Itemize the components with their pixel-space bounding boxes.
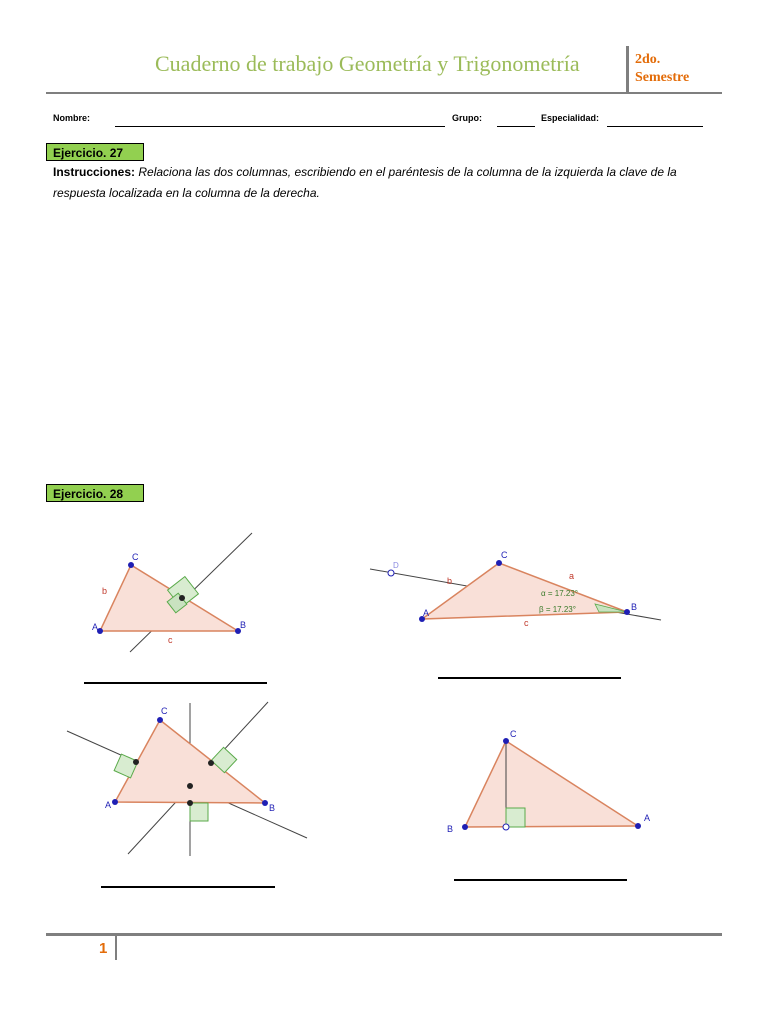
name-label: Nombre:	[53, 113, 91, 123]
answer-line-4[interactable]	[454, 879, 627, 881]
footer-rule	[46, 933, 722, 936]
exercise-28-badge: Ejercicio. 28	[46, 484, 144, 502]
figure-perpendicular-bisectors	[90, 530, 260, 655]
fig2-label-1: C	[501, 550, 508, 560]
fig2-label-3: a	[569, 571, 575, 581]
header-rule	[46, 92, 722, 94]
fig3-label-2: B	[269, 803, 276, 813]
fig4-label-1: B	[447, 824, 454, 834]
page-number: 1	[99, 940, 108, 957]
exercise-27-badge: Ejercicio. 27	[46, 143, 144, 161]
workbook-title: Cuaderno de trabajo Geometría y Trigonometría	[155, 51, 580, 76]
answer-line-2[interactable]	[438, 677, 621, 679]
group-label: Grupo:	[452, 113, 482, 123]
figure-angle-bisector	[365, 548, 665, 628]
answer-line-3[interactable]	[101, 886, 275, 888]
specialty-field[interactable]	[607, 126, 703, 127]
semester-label	[635, 51, 689, 87]
fig1-label-0: C	[132, 552, 139, 562]
semester-line-1: 2do.	[635, 52, 661, 67]
answer-line-1[interactable]	[84, 682, 267, 684]
fig2-label-5: α = 17.23°	[541, 589, 578, 598]
fig2-label-0: D	[393, 561, 399, 570]
fig1-label-2: A	[92, 622, 99, 632]
fig2-label-2: b	[447, 576, 453, 586]
fig2-label-6: β = 17.23°	[539, 605, 576, 614]
fig1-label-3: c	[168, 635, 173, 645]
specialty-label: Especialidad:	[541, 113, 600, 123]
footer-divider	[115, 936, 117, 960]
name-field[interactable]	[115, 126, 445, 127]
fig1-label-4: B	[240, 620, 247, 630]
fig2-label-8: c	[524, 618, 529, 628]
fig3-label-0: C	[161, 706, 168, 716]
instructions-text: Relaciona las dos columnas, escribiendo en el paréntesis de la columna de la izquierda la clave de la respuesta localizada en la columna de la derecha.	[53, 165, 677, 200]
instructions-label: Instrucciones:	[53, 165, 136, 179]
fig2-label-7: B	[631, 602, 638, 612]
fig3-label-1: A	[105, 800, 112, 810]
semester-line-2: Semestre	[635, 70, 690, 85]
header-divider	[626, 46, 629, 92]
fig4-label-0: C	[510, 729, 517, 739]
fig1-label-1: b	[102, 586, 108, 596]
figure-altitudes	[65, 700, 310, 860]
fig2-label-4: A	[423, 608, 430, 618]
fig4-label-2: A	[644, 813, 651, 823]
figure-altitude-right-triangle	[440, 725, 660, 840]
group-field[interactable]	[497, 126, 535, 127]
exercise-27-instructions	[53, 162, 703, 204]
